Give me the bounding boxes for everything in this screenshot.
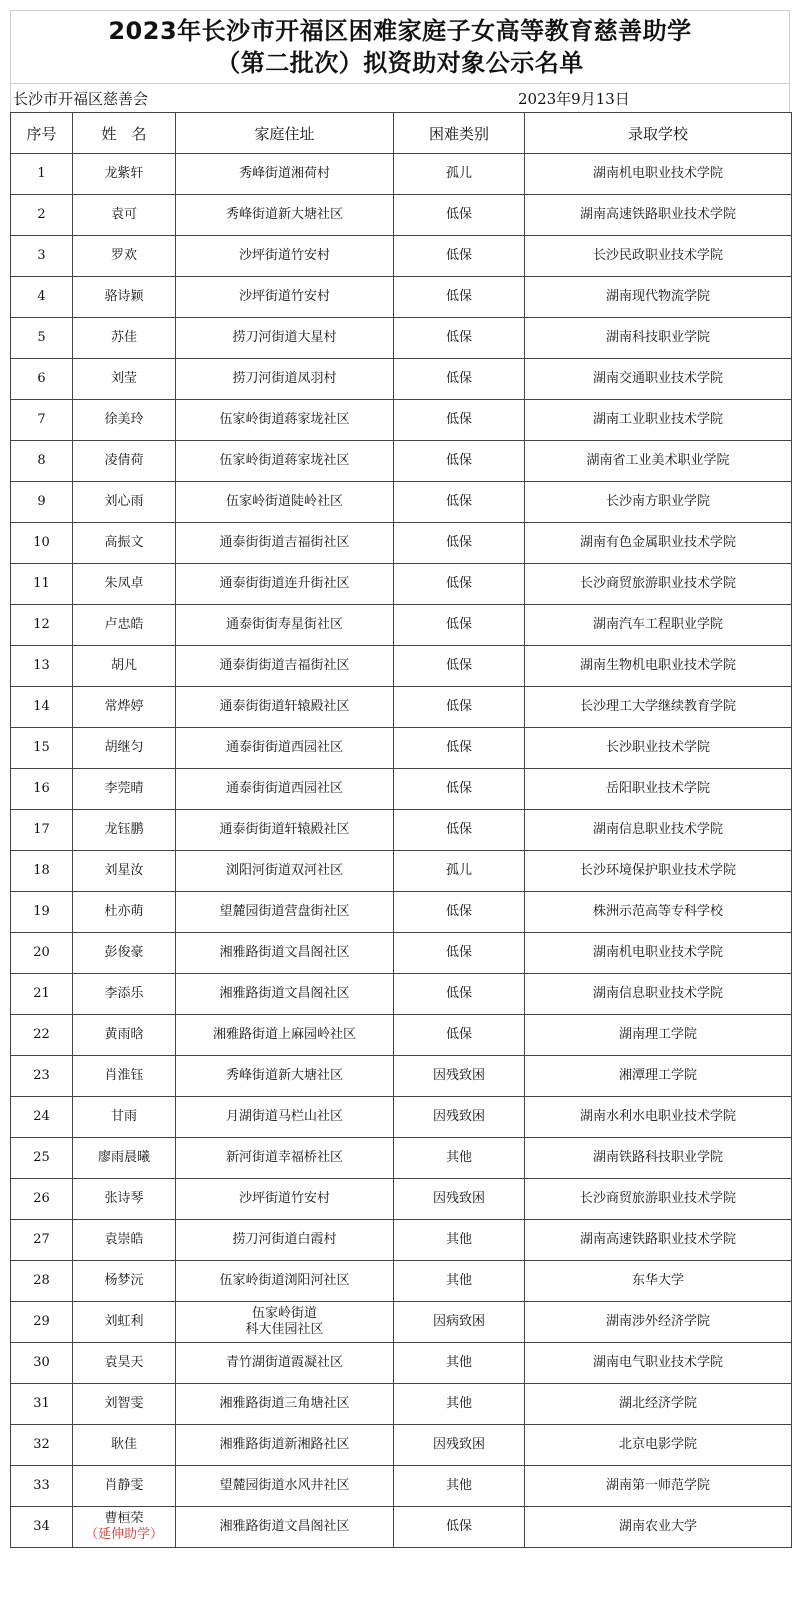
cell-school: 株洲示范高等专科学校 — [525, 892, 792, 933]
cell-school: 湖南有色金属职业技术学院 — [525, 523, 792, 564]
table-row — [11, 933, 792, 974]
cell-number: 17 — [11, 810, 73, 851]
table-row — [11, 1220, 792, 1261]
cell-number: 10 — [11, 523, 73, 564]
cell-name — [73, 646, 176, 687]
address-line: 通泰街街道轩辕殿社区 — [219, 822, 350, 837]
address-line: 新河街道幸福桥社区 — [225, 1150, 343, 1165]
address-line: 捞刀河街道凤羽村 — [232, 371, 337, 386]
cell-number: 32 — [11, 1425, 73, 1466]
cell-number: 15 — [11, 728, 73, 769]
cell-address — [176, 974, 394, 1015]
cell-school: 湖南机电职业技术学院 — [525, 933, 792, 974]
cell-number: 6 — [11, 359, 73, 400]
cell-category: 低保 — [394, 810, 525, 851]
cell-name — [73, 236, 176, 277]
cell-address — [176, 892, 394, 933]
title-line-2: （第二批次）拟资助对象公示名单 — [216, 49, 584, 77]
table-row — [11, 1384, 792, 1425]
cell-address — [176, 933, 394, 974]
cell-category: 孤儿 — [394, 851, 525, 892]
cell-address — [176, 1015, 394, 1056]
header-name: 姓 名 — [73, 113, 176, 154]
cell-number: 33 — [11, 1466, 73, 1507]
cell-address — [176, 154, 394, 195]
cell-number: 14 — [11, 687, 73, 728]
cell-category: 低保 — [394, 728, 525, 769]
table-row — [11, 277, 792, 318]
student-name: 苏佳 — [110, 330, 137, 345]
cell-number: 2 — [11, 195, 73, 236]
table-row — [11, 605, 792, 646]
address-line: 通泰街街道西园社区 — [225, 740, 343, 755]
address-line: 青竹湖街道霞凝社区 — [225, 1355, 343, 1370]
cell-address — [176, 1220, 394, 1261]
cell-number: 26 — [11, 1179, 73, 1220]
cell-name — [73, 810, 176, 851]
student-name: 廖雨晨曦 — [97, 1150, 150, 1165]
table-row — [11, 974, 792, 1015]
cell-address — [176, 318, 394, 359]
cell-name — [73, 482, 176, 523]
table-body — [11, 154, 792, 1548]
cell-name — [73, 1220, 176, 1261]
cell-number: 18 — [11, 851, 73, 892]
address-line: 沙坪街道竹安村 — [238, 289, 330, 304]
cell-address — [176, 1466, 394, 1507]
cell-school: 湖南高速铁路职业技术学院 — [525, 195, 792, 236]
cell-name — [73, 318, 176, 359]
address-line: 伍家岭街道蒋家垅社区 — [219, 412, 350, 427]
address-line: 通泰街街道吉福街社区 — [219, 535, 350, 550]
cell-number: 9 — [11, 482, 73, 523]
cell-number: 28 — [11, 1261, 73, 1302]
cell-school: 湖南理工学院 — [525, 1015, 792, 1056]
address-line: 湘雅路街道上麻园岭社区 — [212, 1027, 356, 1042]
student-name: 刘星汝 — [104, 863, 144, 878]
cell-number: 12 — [11, 605, 73, 646]
cell-address — [176, 1097, 394, 1138]
student-name: 刘虹利 — [104, 1314, 144, 1329]
cell-category: 因残致困 — [394, 1097, 525, 1138]
cell-name — [73, 523, 176, 564]
cell-school: 湖南水利水电职业技术学院 — [525, 1097, 792, 1138]
publish-date: 2023年9月13日 — [518, 89, 630, 108]
cell-school: 湖南信息职业技术学院 — [525, 810, 792, 851]
cell-name — [73, 769, 176, 810]
student-name: 袁可 — [110, 207, 137, 222]
cell-address — [176, 236, 394, 277]
student-name: 朱凤卓 — [104, 576, 144, 591]
cell-number: 4 — [11, 277, 73, 318]
cell-address — [176, 1179, 394, 1220]
cell-category: 低保 — [394, 769, 525, 810]
table-row — [11, 195, 792, 236]
cell-school: 东华大学 — [525, 1261, 792, 1302]
address-line: 湘雅路街道文昌阁社区 — [219, 986, 350, 1001]
cell-school: 长沙民政职业技术学院 — [525, 236, 792, 277]
header-number: 序号 — [11, 113, 73, 154]
student-name: 龙钰鹏 — [104, 822, 144, 837]
cell-category: 低保 — [394, 195, 525, 236]
table-row — [11, 564, 792, 605]
student-name: 彭俊豪 — [104, 945, 144, 960]
cell-number: 1 — [11, 154, 73, 195]
cell-school: 湖南机电职业技术学院 — [525, 154, 792, 195]
address-line: 捞刀河街道大星村 — [232, 330, 337, 345]
cell-school: 长沙商贸旅游职业技术学院 — [525, 564, 792, 605]
student-name: 刘莹 — [110, 371, 137, 386]
cell-name — [73, 277, 176, 318]
cell-address — [176, 564, 394, 605]
cell-name — [73, 892, 176, 933]
cell-category: 因残致困 — [394, 1179, 525, 1220]
cell-school: 长沙环境保护职业技术学院 — [525, 851, 792, 892]
cell-number: 24 — [11, 1097, 73, 1138]
table-row — [11, 1302, 792, 1343]
cell-category: 低保 — [394, 400, 525, 441]
cell-name — [73, 1015, 176, 1056]
student-name: 常烨婷 — [104, 699, 144, 714]
cell-school: 湖南电气职业技术学院 — [525, 1343, 792, 1384]
student-name: 高振文 — [104, 535, 144, 550]
student-name: 龙紫轩 — [104, 166, 144, 181]
student-name: 李莞晴 — [104, 781, 144, 796]
student-name: 骆诗颖 — [104, 289, 144, 304]
cell-school: 湖南生物机电职业技术学院 — [525, 646, 792, 687]
cell-address — [176, 1384, 394, 1425]
table-row — [11, 236, 792, 277]
cell-name — [73, 1343, 176, 1384]
cell-category: 低保 — [394, 236, 525, 277]
cell-category: 低保 — [394, 318, 525, 359]
cell-category: 低保 — [394, 646, 525, 687]
table-row — [11, 154, 792, 195]
cell-number: 25 — [11, 1138, 73, 1179]
table-row — [11, 359, 792, 400]
cell-address — [176, 1507, 394, 1548]
cell-school: 湖南铁路科技职业学院 — [525, 1138, 792, 1179]
cell-number: 27 — [11, 1220, 73, 1261]
cell-address — [176, 400, 394, 441]
cell-name — [73, 605, 176, 646]
student-name: 黄雨晗 — [104, 1027, 144, 1042]
cell-number: 21 — [11, 974, 73, 1015]
cell-number: 3 — [11, 236, 73, 277]
cell-category: 低保 — [394, 523, 525, 564]
table-row — [11, 892, 792, 933]
cell-number: 8 — [11, 441, 73, 482]
cell-category: 低保 — [394, 441, 525, 482]
cell-school: 长沙职业技术学院 — [525, 728, 792, 769]
student-name: 耿佳 — [110, 1437, 137, 1452]
table-row — [11, 769, 792, 810]
cell-name — [73, 933, 176, 974]
cell-number: 11 — [11, 564, 73, 605]
cell-name — [73, 851, 176, 892]
subheader — [10, 83, 790, 112]
address-line: 湘雅路街道文昌阁社区 — [219, 1519, 350, 1534]
address-line: 月湖街道马栏山社区 — [225, 1109, 343, 1124]
cell-category: 其他 — [394, 1138, 525, 1179]
table-row — [11, 1015, 792, 1056]
cell-name — [73, 359, 176, 400]
address-line: 伍家岭街道陡岭社区 — [225, 494, 343, 509]
table-row — [11, 1179, 792, 1220]
student-name: 刘心雨 — [104, 494, 144, 509]
cell-school: 长沙理工大学继续教育学院 — [525, 687, 792, 728]
address-line: 通泰街街道西园社区 — [225, 781, 343, 796]
cell-name — [73, 1384, 176, 1425]
cell-number: 29 — [11, 1302, 73, 1343]
address-line: 通泰街街道吉福街社区 — [219, 658, 350, 673]
cell-school: 北京电影学院 — [525, 1425, 792, 1466]
cell-name — [73, 1097, 176, 1138]
student-name: 张诗琴 — [104, 1191, 144, 1206]
cell-category: 低保 — [394, 974, 525, 1015]
cell-name — [73, 1261, 176, 1302]
cell-school: 湖南高速铁路职业技术学院 — [525, 1220, 792, 1261]
student-name: 徐美玲 — [104, 412, 144, 427]
cell-category: 低保 — [394, 687, 525, 728]
cell-address — [176, 359, 394, 400]
cell-number: 7 — [11, 400, 73, 441]
student-name: 胡凡 — [110, 658, 137, 673]
cell-school: 长沙南方职业学院 — [525, 482, 792, 523]
cell-address — [176, 605, 394, 646]
cell-school: 湖南汽车工程职业学院 — [525, 605, 792, 646]
cell-category: 低保 — [394, 277, 525, 318]
cell-school: 湖南农业大学 — [525, 1507, 792, 1548]
address-line: 科大佳园社区 — [245, 1322, 324, 1337]
cell-address — [176, 482, 394, 523]
cell-category: 其他 — [394, 1343, 525, 1384]
cell-address — [176, 810, 394, 851]
cell-name — [73, 1179, 176, 1220]
cell-category: 孤儿 — [394, 154, 525, 195]
table-row — [11, 1343, 792, 1384]
cell-address — [176, 195, 394, 236]
student-name: 甘雨 — [110, 1109, 137, 1124]
table-header-row — [11, 113, 792, 154]
cell-name — [73, 400, 176, 441]
cell-school: 湖南涉外经济学院 — [525, 1302, 792, 1343]
table-row — [11, 1507, 792, 1548]
address-line: 通泰街街寿星街社区 — [225, 617, 343, 632]
address-line: 伍家岭街道蒋家垅社区 — [219, 453, 350, 468]
cell-name — [73, 1302, 176, 1343]
cell-category: 因残致困 — [394, 1425, 525, 1466]
cell-school: 湘潭理工学院 — [525, 1056, 792, 1097]
cell-name — [73, 974, 176, 1015]
cell-address — [176, 1261, 394, 1302]
cell-address — [176, 687, 394, 728]
cell-number: 22 — [11, 1015, 73, 1056]
cell-school: 岳阳职业技术学院 — [525, 769, 792, 810]
cell-address — [176, 523, 394, 564]
cell-category: 低保 — [394, 1015, 525, 1056]
cell-category: 低保 — [394, 564, 525, 605]
cell-category: 低保 — [394, 892, 525, 933]
table-row — [11, 851, 792, 892]
cell-school: 湖北经济学院 — [525, 1384, 792, 1425]
student-name: 杨梦沅 — [104, 1273, 144, 1288]
address-line: 伍家岭街道 — [251, 1306, 317, 1321]
address-line: 秀峰街道新大塘社区 — [225, 1068, 343, 1083]
table-row — [11, 1261, 792, 1302]
cell-category: 低保 — [394, 359, 525, 400]
address-line: 捞刀河街道白霞村 — [232, 1232, 337, 1247]
table-row — [11, 441, 792, 482]
address-line: 通泰街街道轩辕殿社区 — [219, 699, 350, 714]
student-name: 袁崇皓 — [104, 1232, 144, 1247]
cell-school: 湖南交通职业技术学院 — [525, 359, 792, 400]
cell-address — [176, 1343, 394, 1384]
cell-school: 长沙商贸旅游职业技术学院 — [525, 1179, 792, 1220]
cell-name — [73, 195, 176, 236]
cell-school: 湖南信息职业技术学院 — [525, 974, 792, 1015]
cell-category: 其他 — [394, 1261, 525, 1302]
student-name: 肖静雯 — [104, 1478, 144, 1493]
cell-name — [73, 1507, 176, 1548]
cell-name — [73, 1138, 176, 1179]
table-row — [11, 687, 792, 728]
cell-category: 低保 — [394, 482, 525, 523]
cell-number: 13 — [11, 646, 73, 687]
table-row — [11, 523, 792, 564]
document-page — [10, 10, 790, 1548]
cell-address — [176, 1425, 394, 1466]
table-row — [11, 482, 792, 523]
address-line: 沙坪街道竹安村 — [238, 248, 330, 263]
cell-number: 5 — [11, 318, 73, 359]
address-line: 望麓园街道水风井社区 — [219, 1478, 350, 1493]
cell-school: 湖南现代物流学院 — [525, 277, 792, 318]
cell-name — [73, 1056, 176, 1097]
table-row — [11, 318, 792, 359]
address-line: 湘雅路街道文昌阁社区 — [219, 945, 350, 960]
cell-address — [176, 769, 394, 810]
cell-address — [176, 646, 394, 687]
cell-name — [73, 1466, 176, 1507]
student-name: 李添乐 — [104, 986, 144, 1001]
header-school: 录取学校 — [525, 113, 792, 154]
cell-address — [176, 1138, 394, 1179]
cell-address — [176, 1302, 394, 1343]
student-name: 罗欢 — [110, 248, 137, 263]
student-name: 袁昊天 — [104, 1355, 144, 1370]
cell-name — [73, 154, 176, 195]
cell-number: 23 — [11, 1056, 73, 1097]
table-row — [11, 646, 792, 687]
cell-number: 30 — [11, 1343, 73, 1384]
cell-address — [176, 851, 394, 892]
student-name: 曹桓荣 — [104, 1511, 144, 1526]
address-line: 通泰街街道连升街社区 — [219, 576, 350, 591]
cell-address — [176, 1056, 394, 1097]
cell-number: 34 — [11, 1507, 73, 1548]
table-row — [11, 1097, 792, 1138]
table-row — [11, 810, 792, 851]
cell-school: 湖南科技职业学院 — [525, 318, 792, 359]
cell-address — [176, 441, 394, 482]
recipient-table — [10, 112, 792, 1548]
cell-category: 低保 — [394, 1507, 525, 1548]
table-row — [11, 400, 792, 441]
address-line: 湘雅路街道三角塘社区 — [219, 1396, 350, 1411]
address-line: 秀峰街道新大塘社区 — [225, 207, 343, 222]
cell-number: 31 — [11, 1384, 73, 1425]
title-line-1: 2023年长沙市开福区困难家庭子女高等教育慈善助学 — [108, 17, 692, 45]
table-row — [11, 1425, 792, 1466]
table-row — [11, 728, 792, 769]
cell-school: 湖南第一师范学院 — [525, 1466, 792, 1507]
address-line: 浏阳河街道双河社区 — [225, 863, 343, 878]
cell-name — [73, 441, 176, 482]
cell-school: 湖南省工业美术职业学院 — [525, 441, 792, 482]
document-title — [10, 10, 790, 83]
cell-category: 其他 — [394, 1466, 525, 1507]
cell-category: 其他 — [394, 1220, 525, 1261]
cell-address — [176, 277, 394, 318]
student-name: 凌倩荷 — [104, 453, 144, 468]
student-name: 卢忠皓 — [104, 617, 144, 632]
address-line: 秀峰街道湘荷村 — [238, 166, 330, 181]
cell-category: 低保 — [394, 605, 525, 646]
address-line: 沙坪街道竹安村 — [238, 1191, 330, 1206]
cell-name — [73, 728, 176, 769]
student-name: 刘智雯 — [104, 1396, 144, 1411]
address-line: 伍家岭街道浏阳河社区 — [219, 1273, 350, 1288]
cell-category: 因残致困 — [394, 1056, 525, 1097]
cell-number: 20 — [11, 933, 73, 974]
address-line: 望麓园街道营盘街社区 — [219, 904, 350, 919]
cell-number: 16 — [11, 769, 73, 810]
cell-number: 19 — [11, 892, 73, 933]
student-name: 杜亦萌 — [104, 904, 144, 919]
table-row — [11, 1056, 792, 1097]
cell-category: 低保 — [394, 933, 525, 974]
header-category: 困难类别 — [394, 113, 525, 154]
cell-category: 其他 — [394, 1384, 525, 1425]
student-name: 肖淮钰 — [104, 1068, 144, 1083]
cell-name — [73, 1425, 176, 1466]
cell-category: 因病致困 — [394, 1302, 525, 1343]
cell-name — [73, 564, 176, 605]
organization-name: 长沙市开福区慈善会 — [13, 89, 149, 108]
table-row — [11, 1466, 792, 1507]
extension-note: （延伸助学） — [84, 1527, 163, 1542]
address-line: 湘雅路街道新湘路社区 — [219, 1437, 350, 1452]
cell-school: 湖南工业职业技术学院 — [525, 400, 792, 441]
cell-address — [176, 728, 394, 769]
header-address: 家庭住址 — [176, 113, 394, 154]
table-row — [11, 1138, 792, 1179]
student-name: 胡继匀 — [104, 740, 144, 755]
cell-name — [73, 687, 176, 728]
